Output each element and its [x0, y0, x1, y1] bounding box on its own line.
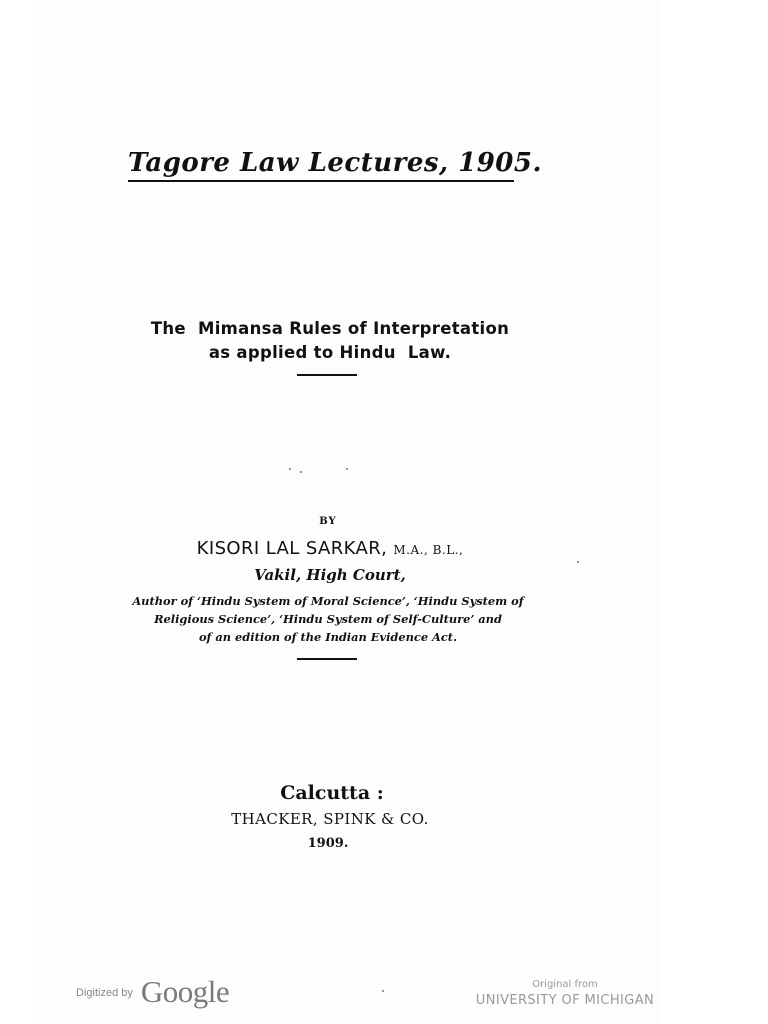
- series-title-underline: [128, 180, 514, 182]
- institution-name: UNIVERSITY OF MICHIGAN: [475, 993, 655, 1008]
- original-from-label: Original from: [532, 979, 598, 990]
- scan-speck: [289, 468, 291, 470]
- scan-speck: [577, 561, 579, 563]
- author-credits: [128, 592, 528, 646]
- work-title-line-2: as applied to Hindu Law.: [208, 343, 452, 362]
- credits-line-3: of an edition of the Indian Evidence Act.: [198, 630, 458, 644]
- author-position: Vakil, High Court,: [254, 566, 406, 584]
- divider-rule-top: [297, 374, 357, 376]
- divider-rule-bottom: [297, 658, 357, 660]
- author-line: [80, 538, 580, 559]
- imprint-publisher: THACKER, SPINK & CO.: [231, 810, 429, 828]
- imprint-place: Calcutta :: [280, 782, 384, 804]
- author-degrees: M.A., B.L.,: [393, 543, 464, 557]
- by-label: BY: [319, 516, 337, 527]
- work-title-line-1: The Mimansa Rules of Interpretation: [150, 319, 510, 338]
- author-name: KISORI LAL SARKAR,: [196, 538, 388, 559]
- series-title: Tagore Law Lectures, 1905.: [128, 148, 543, 178]
- scan-speck: [382, 990, 384, 992]
- work-title: [80, 317, 580, 365]
- scan-speck: [300, 471, 302, 473]
- google-logo: Google: [140, 974, 230, 1009]
- imprint-year: 1909.: [307, 836, 349, 851]
- original-from-watermark: [460, 978, 670, 1010]
- credits-line-2: Religious Science’, ‘Hindu System of Self-Culture’ and: [154, 612, 502, 626]
- scan-speck: [346, 468, 348, 470]
- credits-line-1: Author of ‘Hindu System of Moral Science’, ‘Hindu System of: [132, 594, 524, 608]
- digitized-by-watermark: [76, 974, 229, 1010]
- digitized-by-label: Digitized by: [76, 987, 133, 999]
